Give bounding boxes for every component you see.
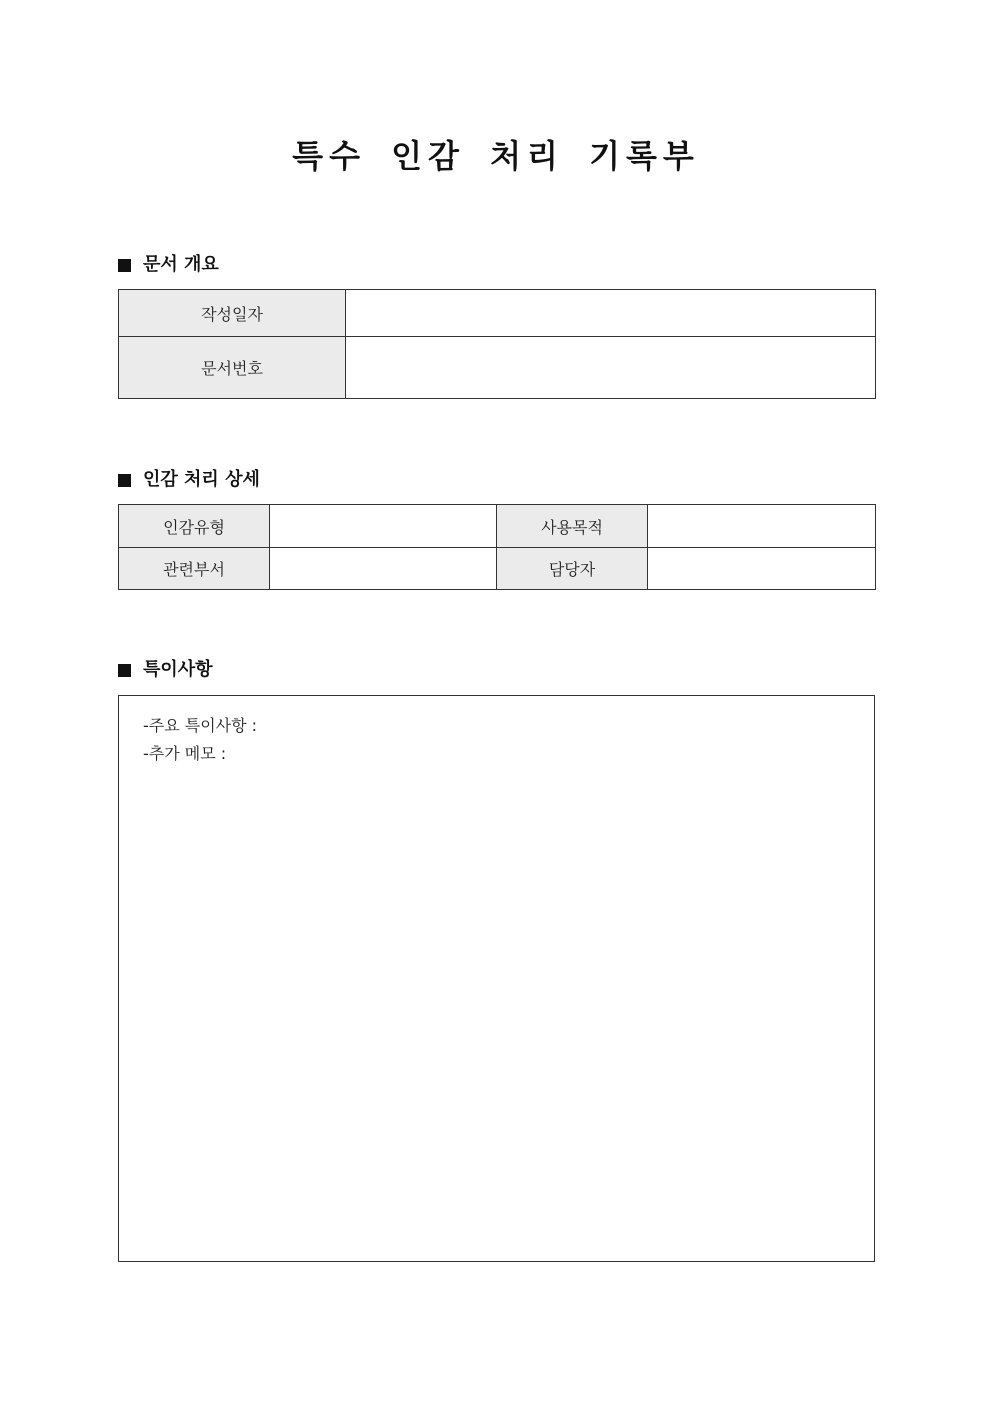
related-department-label: 관련부서 (119, 548, 270, 590)
section-heading-details (118, 468, 260, 492)
seal-type-field[interactable] (270, 505, 497, 548)
related-department-field[interactable] (270, 548, 497, 590)
document-number-field[interactable] (346, 337, 876, 399)
document-title: 특수 인감 처리 기록부 (292, 137, 700, 175)
usage-purpose-field[interactable] (648, 505, 876, 548)
section-heading-remarks-label: 특이사항 (143, 659, 213, 680)
section-heading-overview (118, 253, 219, 277)
table-row (119, 505, 876, 548)
square-bullet-icon (118, 474, 131, 487)
table-row (119, 548, 876, 590)
remarks-box[interactable] (118, 695, 875, 1262)
table-row (119, 290, 876, 337)
additional-memo-line: -추가 메모 : (143, 744, 227, 763)
seal-type-label: 인감유형 (119, 505, 270, 548)
person-in-charge-label: 담당자 (497, 548, 648, 590)
created-date-label: 작성일자 (119, 290, 346, 337)
table-row (119, 337, 876, 399)
section-heading-overview-label: 문서 개요 (143, 254, 219, 275)
section-heading-remarks (118, 658, 213, 682)
created-date-field[interactable] (346, 290, 876, 337)
main-remarks-line: -주요 특이사항 : (143, 716, 258, 735)
details-table (118, 504, 876, 590)
overview-table (118, 289, 876, 399)
person-in-charge-field[interactable] (648, 548, 876, 590)
section-heading-details-label: 인감 처리 상세 (143, 469, 260, 490)
usage-purpose-label: 사용목적 (497, 505, 648, 548)
document-number-label: 문서번호 (119, 337, 346, 399)
square-bullet-icon (118, 259, 131, 272)
square-bullet-icon (118, 664, 131, 677)
